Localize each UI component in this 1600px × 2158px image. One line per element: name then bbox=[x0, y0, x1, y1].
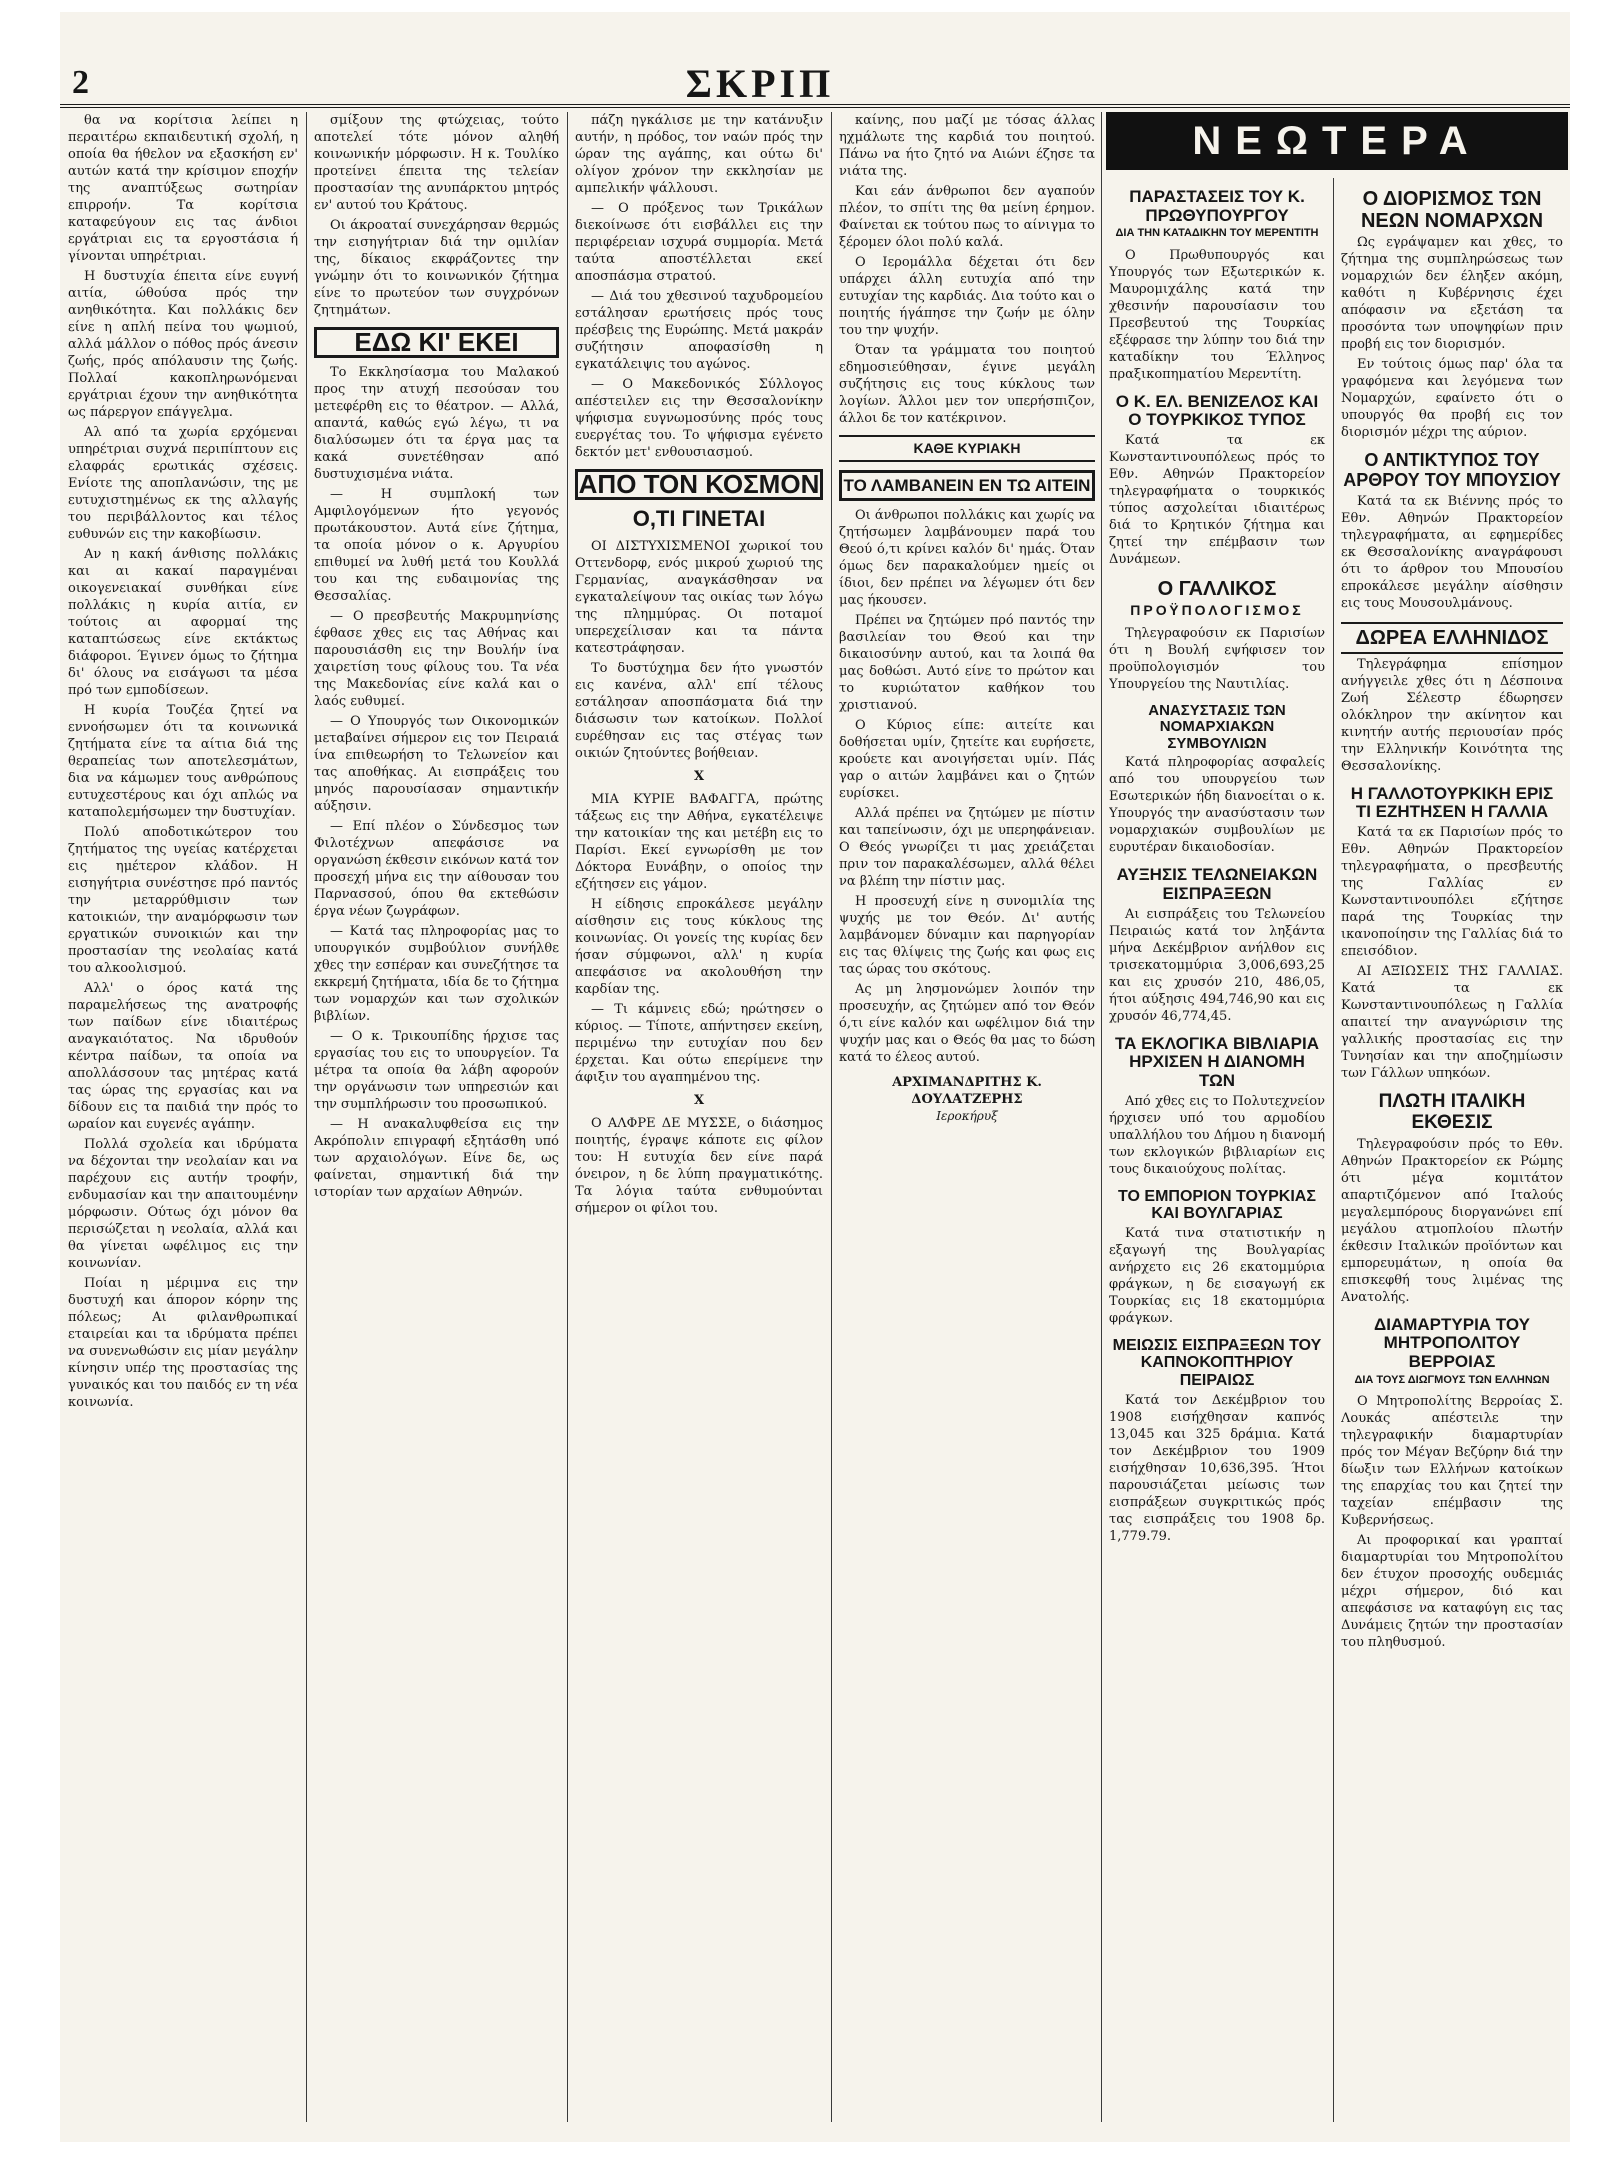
article-paragraph: Από χθες εις το Πολυτεχνείον ήρχισεν υπό του αρμοδίου υπαλλήλου του Δήμου η διανομή των εκλογικών βιβλιαρίων εις τους δικαιούχους πολίτας. bbox=[1109, 1093, 1325, 1177]
news-item: — Ο Υπουργός των Οικονομικών μεταβαίνει σήμερον εις τον Πειραιά ίνα επιθεωρήση το Τελωνείον και τας αποθήκας. Αι εισπράξεις του μηνός παρουσίασαν σημαντικήν αύξησιν. bbox=[314, 714, 559, 814]
article-headline: ΤΟ ΕΜΠΟΡΙΟΝ ΤΟΥΡΚΙΑΣ ΚΑΙ ΒΟΥΛΓΑΡΙΑΣ bbox=[1118, 1187, 1316, 1223]
article-headline: ΤΟ ΛΑΜΒΑΝΕΙΝ ΕΝ ΤΩ ΑΙΤΕΙΝ bbox=[839, 470, 1095, 501]
article-paragraph: Κατά τον Δεκέμβριον του 1908 εισήχθησαν καπνός 13,045 και 325 δράμια. Κατά τον Δεκέμβριον του 1909 εισήχθησαν 10,636,395. Ήτοι παρουσιάζεται μείωσις των εισπράξεων συγκριτικώς πρός τας εισπράξεις του 1908 δρ. 1,779.79. bbox=[1109, 1392, 1325, 1544]
column-4 bbox=[839, 112, 1095, 2122]
news-item: — Επί πλέον ο Σύνδεσμος των Φιλοτέχνων απεφάσισε να οργανώση έκθεσιν εικόνων κατά τον προσεχή μήνα εις την αίθουσαν του Παρνασσού, όπου θα εκτεθώσιν έργα νέων ζωγράφων. bbox=[314, 819, 559, 919]
article-paragraph: σμίξουν της φτώχειας, τούτο αποτελεί τότε μόνον αληθή κοινωνικήν μόρφωσιν. Η κ. Τουλίκο προτείνει έπειτα της τελείαν προστασίαν της ανυπάρκτου μητρός εν' αυτού του Κράτους. bbox=[314, 113, 559, 213]
article-paragraph: Αι προφορικαί και γραπταί διαμαρτυρίαι του Μητροπολίτου δεν έτυχον προσοχής ουδεμιάς μέχρι σήμερον, διό και απεφάσισε να καταφύγη εις τας Δυνάμεις ζητών την προστασίαν του πληθυσμού. bbox=[1341, 1533, 1563, 1650]
section-separator: Χ bbox=[693, 1093, 705, 1109]
article-subheadline: ΔΙΑ ΤΟΥΣ ΔΙΩΓΜΟΥΣ ΤΩΝ ΕΛΛΗΝΩΝ bbox=[1354, 1373, 1550, 1386]
article-headline: ΔΩΡΕΑ ΕΛΛΗΝΙΔΟΣ bbox=[1341, 622, 1563, 654]
article-paragraph: Η κυρία Τουζέα ζητεί να εννοήσωμεν ότι τα κοινωνικά ζητήματα είνε τα αίτια διά της θεραπείας των αποτελεσμάτων, δια να κάμωμεν τους ανθρώπους ευτυχεστέρους και όχι απλώς να καταπολεμήσωμεν την δυστυχίαν. bbox=[68, 703, 298, 820]
news-item: — Η συμπλοκή των Αμφιλογόμενων ήτο γεγονός πρωτάκουστον. Αυτά είνε ζήτημα, τα οποία μόνον ο κ. Αργυρίου επιθυμεί να λυθή μετά του Κουλλά του και της ευδαιμονίας της Θεσσαλίας. bbox=[314, 487, 559, 604]
article-subheadline: ΠΡΟΫΠΟΛΟΓΙΣΜΟΣ bbox=[1130, 601, 1304, 618]
article-paragraph: Εν τούτοις όμως παρ' όλα τα γραφόμενα και λεγόμενα των Νομαρχών, εφαίνετο ότι ο υπουργός θα προβή εις τον διορισμόν μέχρι της αύριον. bbox=[1341, 357, 1563, 440]
article-headline: ΤΑ ΕΚΛΟΓΙΚΑ ΒΙΒΛΙΑΡΙΑ ΗΡΧΙΣΕΝ Η ΔΙΑΝΟΜΗ ΤΩΝ bbox=[1114, 1033, 1320, 1090]
article-paragraph: Κατά τινα στατιστικήν η εξαγωγή της Βουλγαρίας ανήρχετο εις 26 εκατομμύρια φράγκων, η δε εισαγωγή εκ Τουρκίας εις 18 εκατομμύρια φράγκων. bbox=[1109, 1225, 1325, 1326]
article-headline: ΑΥΞΗΣΙΣ ΤΕΛΩΝΕΙΑΚΩΝ ΕΙΣΠΡΑΞΕΩΝ bbox=[1116, 865, 1318, 903]
article-paragraph: Ας μη λησμονώμεν λοιπόν την προσευχήν, ας ζητώμεν από τον Θεόν ό,τι είνε καλόν και ωφέλιμον διά την ψυχήν μας και ο Θεός θα μας το δώση κατά το έλεος αυτού. bbox=[839, 981, 1095, 1065]
section-separator: Χ bbox=[693, 769, 705, 785]
column-6 bbox=[1341, 178, 1563, 2122]
article-paragraph: Ποίαι η μέριμνα εις την δυστυχή και άπορον κόρην της πόλεως; Αι φιλανθρωπικαί εταιρείαι και τα ιδρύματα πρέπει να συνενωθώσιν εις μίαν μεγάλην κίνησιν υπέρ της προστασίας της γυναικός και του παιδός εν τη νέα κοινωνία. bbox=[68, 1276, 298, 1410]
article-paragraph: Αλλ' ο όρος κατά της παραμελήσεως της ανατροφής των παίδων είνε ιδιαιτέρως αναγκαιότατος. Να ιδρυθούν κέντρα παίδων, τα οποία να απολλάσσουν τας μητέρας κατά τας ώρας της εργασίας και να δίδουν εις τα παιδιά την πρός το ωραίον και ευγενές αγάπην. bbox=[68, 981, 298, 1132]
article-paragraph: Ο ΑΛΦΡΕ ΔΕ ΜΥΣΣΕ, ο διάσημος ποιητής, έγραψε κάποτε εις φίλον του: Η ευτυχία δεν είνε παρά όνειρον, η δε λύπη πραγματικότης. Τα λόγια ταύτα ενθυμούνται σήμερον οι φίλοι του. bbox=[575, 1116, 823, 1217]
news-item: Το Εκκλησίασμα του Μαλακού προς την ατυχή πεσούσαν του μετεφέρθη εις το θέατρον. — Αλλά, απαντά, καθώς εγώ λέγω, τι να διαλύσωμεν ότι τα έργα μας τα κακά συνετέθησαν από δυστυχισμένα νιάτα. bbox=[314, 365, 559, 482]
article-paragraph: Η προσευχή είνε η συνομιλία της ψυχής με τον Θεόν. Δι' αυτής λαμβάνομεν δύναμιν και παρηγορίαν εις τας θλίψεις της ζωής και φως εις τας ώρας του σκότους. bbox=[839, 893, 1095, 977]
news-item: — Ο κ. Τρικουπίδης ήρχισε τας εργασίας του εις το υπουργείον. Τα μέτρα τα οποία θα λάβη αφορούν την οργάνωσιν των υπηρεσιών και την συμπλήρωσιν του προσωπικού. bbox=[314, 1029, 559, 1112]
column-divider bbox=[831, 112, 832, 2122]
article-paragraph: Ως εγράψαμεν και χθες, το ζήτημα της συμπληρώσεως των νομαρχιών δεν έληξεν ακόμη, καθότι η Κυβέρνησις έχει απόφασιν να εξετάση τα προσόντα των υποψηφίων πριν προβή εις τον διορισμόν. bbox=[1341, 235, 1563, 352]
article-headline: Ο ΑΝΤΙΚΤΥΠΟΣ ΤΟΥ ΑΡΘΡΟΥ ΤΟΥ ΜΠΟΥΣΙΟΥ bbox=[1343, 450, 1561, 490]
page-number: 2 bbox=[72, 64, 89, 101]
newspaper-page bbox=[60, 12, 1570, 2142]
masthead bbox=[60, 12, 1570, 108]
article-headline: ΑΝΑΣΥΣΤΑΣΙΣ ΤΩΝ ΝΟΜΑΡΧΙΑΚΩΝ ΣΥΜΒΟΥΛΙΩΝ bbox=[1148, 701, 1286, 752]
column-divider bbox=[1101, 112, 1102, 2122]
section-banner-neotera: ΝΕΩΤΕΡΑ bbox=[1106, 112, 1568, 170]
column-5 bbox=[1109, 178, 1325, 2122]
column-divider bbox=[1333, 178, 1334, 2122]
article-headline: ΠΛΩΤΗ ΙΤΑΛΙΚΗ ΕΚΘΕΣΙΣ bbox=[1378, 1090, 1526, 1133]
article-paragraph: ΑΙ ΑΞΙΩΣΕΙΣ ΤΗΣ ΓΑΛΛΙΑΣ. Κατά τα εκ Κωνσταντινουπόλεως η Γαλλία απαιτεί την αναγνώρισιν της γαλλικής προστασίας εις την Τυνησίαν και την αποζημίωσιν των Γάλλων υπηκόων. bbox=[1341, 963, 1563, 1081]
author-signature: ΑΡΧΙΜΑΝΔΡΙΤΗΣ Κ. ΔΟΥΛΑΤΖΕΡΗΣ bbox=[892, 1074, 1042, 1107]
column-3 bbox=[575, 112, 823, 2122]
article-paragraph: Πολλά σχολεία και ιδρύματα να δέχονται την νεολαίαν και να παρέχουν εις αυτήν τροφήν, ενδυμασίαν και την απαιτουμένην μόρφωσιν. Ούτως όχι μόνον θα περισώζεται η νεολαία, αλλά και θα γίνεται ωφέλιμος εις την κοινωνίαν. bbox=[68, 1137, 298, 1271]
article-paragraph: Πολύ αποδοτικώτερον του ζητήματος της υγείας κατέρχεται εις ημέτερον κλάδον. Η εισηγήτρια συνέστησε πρό παντός την μεταρρύθμισιν των κατοικιών, την αναμόρφωσιν των εργατικών συνοικιών και την προστασίαν της νεολαίας κατά του αλκοολισμού. bbox=[68, 825, 298, 976]
article-paragraph: Κατά πληροφορίας ασφαλείς από του υπουργείου των Εσωτερικών ήδη διανοείται ο κ. Υπουργός την ανασύστασιν των νομαρχιακών συμβουλίων με ευρυτέραν δικαιοδοσίαν. bbox=[1109, 755, 1325, 856]
article-paragraph: Ο Ιερομάλλα δέχεται ότι δεν υπάρχει άλλη ευτυχία από την ευτυχίαν της καρδιάς. Δια τούτο και ο ποιητής ήγάπησε την ζωήν με όλην του την ψυχήν. bbox=[839, 255, 1095, 338]
article-paragraph: θα να κορίτσια λείπει η περαιτέρω εκπαιδευτική σχολή, η οποία θα ήθελον να εξασκήση εν' αυτών κατά την κρίσιμον εποχήν της αναπτύξεως σωτηρίαν επιρροήν. Τα κορίτσια καταφεύγουν εις τας άνδιοι εργάτριαι εις τα εργοστάσια ή γίνονται υπηρέτριαι. bbox=[68, 113, 298, 264]
article-paragraph: Κατά τα εκ Κωνσταντινουπόλεως πρός το Εθν. Αθηνών Πρακτορείον τηλεγραφήματα ο τουρκικός τύπος ασχολείται ιδιαιτέρως διά το Κρητικόν ζήτημα και ζητεί την επέμβασιν των Δυνάμεων. bbox=[1109, 432, 1325, 567]
article-paragraph: Το δυστύχημα δεν ήτο γνωστόν εις κανένα, αλλ' επί τέλους εστάλησαν αποσπάσματα διά την διάσωσιν των κατοίκων. Πολλοί ευρέθησαν εις τας στέγας των οικιών ζητούντες βοήθειαν. bbox=[575, 661, 823, 762]
article-headline: ΜΕΙΩΣΙΣ ΕΙΣΠΡΑΞΕΩΝ ΤΟΥ ΚΑΠΝΟΚΟΠΤΗΡΙΟΥ ΠΕΙΡΑΙΩΣ bbox=[1112, 1336, 1322, 1390]
article-paragraph: Αι εισπράξεις του Τελωνείου Πειραιώς κατά τον ληξάντα μήνα Δεκέμβριον ανήλθον εις τρισεκατομμύρια 3,006,693,25 και εις χρυσόν 210, 486,05, ήτοι αύξησις 494,746,90 και εις χρυσόν 46,774,45. bbox=[1109, 906, 1325, 1024]
news-item: — Ο πρεσβευτής Μακρυμηνίσης έφθασε χθες εις τας Αθήνας και παρουσιάσθη εις την Βουλήν ίνα χαιρετίση τους φίλους του. Τα νέα της Μακεδονίας είνε καλά και ο λαός ευθυμεί. bbox=[314, 609, 559, 709]
article-headline: ΔΙΑΜΑΡΤΥΡΙΑ ΤΟΥ ΜΗΤΡΟΠΟΛΙΤΟΥ ΒΕΡΡΟΙΑΣ bbox=[1374, 1314, 1530, 1372]
article-subheadline: ΔΙΑ ΤΗΝ ΚΑΤΑΔΙΚΗΝ ΤΟΥ ΜΕΡΕΝΤΙΤΗ bbox=[1115, 227, 1319, 240]
author-title: Ιεροκήρυξ bbox=[936, 1108, 998, 1123]
article-paragraph: Όταν τα γράμματα του ποιητού εδημοσιεύθησαν, έγινε μεγάλη συζήτησις εις τους κύκλους των λογίων. Άλλοι μεν τον υπερήσπιζον, άλλοι δε τον κατέκρινον. bbox=[839, 343, 1095, 426]
article-paragraph: Κατά τα εκ Παρισίων πρός το Εθν. Αθηνών Πρακτορείον τηλεγραφήματα, ο πρεσβευτής της Γαλλίας εν Κωνσταντινουπόλει εζήτησε παρά της Τουρκίας την ικανοποίησιν της Γαλλίας διά το επεισόδιον. bbox=[1341, 824, 1563, 959]
column-2 bbox=[314, 112, 559, 2122]
news-item: — Ο Μακεδονικός Σύλλογος απέστειλεν εις την Θεσσαλονίκην ψήφισμα ευγνωμοσύνης πρός τους ευεργέτας του. Το ψήφισμα εγένετο δεκτόν μετ' ενθουσιασμού. bbox=[575, 377, 823, 460]
article-paragraph: Ο Μητροπολίτης Βερροίας Σ. Λουκάς απέστειλε την τηλεγραφικήν διαμαρτυρίαν πρός τον Μέγαν Βεζύρην διά την δίωξιν των Ελλήνων κατοίκων της επαρχίας του και ζητεί την ταχείαν επέμβασιν της Κυβερνήσεως. bbox=[1341, 1394, 1563, 1528]
article-paragraph: Τηλεγράφημα επίσημον ανήγγειλε χθες ότι η Δέσποινα Ζωή Σέλεστρ έδωρησεν ολόκληρον την ακίνητον και κινητήν αυτής περιουσίαν πρός την Ελληνικήν Κοινότητα της Θεσσαλονίκης. bbox=[1341, 656, 1563, 774]
article-paragraph: Αλλά πρέπει να ζητώμεν με πίστιν και ταπείνωσιν, όχι με υπερηφάνειαν. Ο Θεός γνωρίζει τι μας χρειάζεται πριν τον παρακαλέσωμεν, αλλά θέλει να βλέπη την πίστιν μας. bbox=[839, 805, 1095, 889]
article-paragraph: Οι άνθρωποι πολλάκις και χωρίς να ζητήσωμεν λαμβάνουμεν παρά του Θεού ό,τι κρίνει καλόν δι' ημάς. Όταν όμως δεν παρακαλούμεν ημείς οι ίδιοι, δεν πρέπει να λέγωμεν ότι δεν μας ήκουσεν. bbox=[839, 507, 1095, 608]
column-1 bbox=[68, 112, 298, 2122]
article-paragraph: Τηλεγραφούσιν εκ Παρισίων ότι η Βουλή εψήφισεν τον προϋπολογισμόν του Υπουργείου της Ναυτιλίας. bbox=[1109, 625, 1325, 692]
section-heading-apo-ton-kosmon: ΑΠΟ ΤΟΝ ΚΟΣΜΟΝ bbox=[575, 469, 823, 500]
article-paragraph: — Τι κάμνεις εδώ; ηρώτησεν ο κύριος. — Τίποτε, απήντησεν εκείνη, περιμένω την ευτυχίαν που δεν έρχεται. Και ούτω επερίμενε την άφιξιν του αγαπημένου της. bbox=[575, 1002, 823, 1086]
article-paragraph: Οι άκροαταί συνεχάρησαν θερμώς την εισηγήτριαν διά την ομιλίαν της, δίκαιος εκφράζοντες την γνώμην ότι το κοινωνικόν ζήτημα είνε το πρωτεύον των συγχρόνων ζητημάτων. bbox=[314, 218, 559, 318]
article-paragraph: ΜΙΑ ΚΥΡΙΕ ΒΑΦΑΓΓΑ, πρώτης τάξεως εις την Αθήνα, εγκατέλειψε την κατοικίαν της και μετέβη εις το Παρίσι. Εκεί εγνωρίσθη με τον Δόκτορα Ευνάβην, ο οποίος την εζήτησεν εις γάμον. bbox=[575, 792, 823, 893]
article-paragraph: Πρέπει να ζητώμεν πρό παντός την βασιλείαν του Θεού και την δικαιοσύνην αυτού, και τα λοιπά θα μας δοθώσι. Αυτό είνε το πρώτον και το κυριώτατον καθήκον του χριστιανού. bbox=[839, 612, 1095, 713]
news-item: — Ο πρόξενος των Τρικάλων διεκοίνωσε ότι εισβάλλει εις την περιφέρειαν ισχυρά συμμορία. Μετά ταύτα αποστέλλεται εκεί αποσπάσμα στρατού. bbox=[575, 201, 823, 284]
article-paragraph: Η είδησις επροκάλεσε μεγάλην αίσθησιν εις τους κύκλους της κοινωνίας. Οι γονείς της κυρίας δεν ήσαν σύμφωνοι, αλλ' η κυρία απεφάσισε να ακολουθήση την καρδίαν της. bbox=[575, 897, 823, 998]
section-heading-edo-ki-ekei: ΕΔΩ ΚΙ' ΕΚΕΙ bbox=[314, 327, 559, 358]
article-paragraph: Αλ από τα χωρία ερχόμεναι υπηρέτριαι συχνά περιπίπτουν εις ελαφράς ερωτικάς σχέσεις. Ενίοτε της αποπλανώσιν, της με ευτυχιστημένως εκ της αλλαγής του περιβάλλοντος και τέλος ευθυνών εις την κακοβίωσιν. bbox=[68, 425, 298, 542]
news-item: — Διά του χθεσινού ταχυδρομείου εστάλησαν ερωτήσεις πρός τους πρέσβεις της Ευρώπης. Μετά μακράν συζήτησιν αποφασίσθη η εγκατάλειψις του αγώνος. bbox=[575, 289, 823, 372]
news-item: — Η ανακαλυφθείσα εις την Ακρόπολιν επιγραφή εξητάσθη υπό των αρχαιολόγων. Είνε δε, ως φαίνεται, σημαντική διά την ιστορίαν των αρχαίων Αθηνών. bbox=[314, 1117, 559, 1200]
article-paragraph: Και εάν άνθρωποι δεν αγαπούν πλέον, το σπίτι της θα μείνη έρημον. Φαίνεται εκ τούτου πως το αίνιγμα το ξέρομεν όλοι πολύ καλά. bbox=[839, 184, 1095, 250]
news-item: πάζη ηγκάλισε με την κατάνυξιν αυτήν, η πρόδος, τον ναών πρός την ώραν της αγάπης, και ούτω δι' ολίγον χρόνον την εκκλησίαν με αμπελικήν ψάλλουσι. bbox=[575, 113, 823, 196]
article-paragraph: ΟΙ ΔΙΣΤΥΧΙΣΜΕΝΟΙ χωρικοί του Οττενδορφ, ενός μικρού χωριού της Γερμανίας, αναγκάσθησαν να εγκαταλείψουν τας οικίας των λόγω της πλημμύρας. Οι ποταμοί υπερεχείλισαν και τα πάντα κατεστράφησαν. bbox=[575, 539, 823, 657]
article-paragraph: Αν η κακή άνθισης πολλάκις και αι κακαί παραγμέναι οικογενειακαί συνθήκαι είνε πολλάκις η κυρία αιτία, εν τούτοις αι αφορμαί της καταπτώσεως είνε εκτάκτως διάφοροι. Έγινεν όμως το ζήτημα δι' όλους να εισάγωσι τα μέσα πρό των εμποδίσεων. bbox=[68, 547, 298, 698]
column-divider bbox=[306, 112, 307, 2122]
section-heading-kathe-kyriaki: ΚΑΘΕ ΚΥΡΙΑΚΗ bbox=[839, 435, 1095, 462]
column-divider bbox=[567, 112, 568, 2122]
article-paragraph: Ο Πρωθυπουργός και Υπουργός των Εξωτερικών κ. Μαυρομιχάλης κατά την χθεσινήν παρουσίασιν του Πρεσβευτού της Τουρκίας εξέφρασε την λύπην του διά την καταδίκην του Έλληνος πραξικοπηματίου Μερεντίτη. bbox=[1109, 247, 1325, 382]
article-headline: Η ΓΑΛΛΟΤΟΥΡΚΙΚΗ ΕΡΙΣ ΤΙ ΕΖΗΤΗΣΕΝ Η ΓΑΛΛΙΑ bbox=[1350, 783, 1554, 822]
article-paragraph: Ο Κύριος είπε: αιτείτε και δοθήσεται υμίν, ζητείτε και ευρήσετε, κρούετε και ανοιγήσεται υμίν. Πάς γαρ ο αιτών λαμβάνει και ο ζητών ευρίσκει. bbox=[839, 717, 1095, 801]
newspaper-title: ΣΚΡΙΠ bbox=[685, 61, 835, 106]
article-paragraph: Τηλεγραφούσιν πρός το Εθν. Αθηνών Πρακτορείον εκ Ρώμης ότι μέγα κομιτάτον απαρτιζόμενον από Ιταλούς μεγαλεμπόρους διοργανώνει επί μεγάλου ατμοπλοίου πλωτήν έκθεσιν Ιταλικών προϊόντων και εμπορευμάτων, η οποία θα επισκεφθή τους λιμένας της Ανατολής. bbox=[1341, 1136, 1563, 1305]
article-headline: Ο ΓΑΛΛΙΚΟΣ bbox=[1157, 577, 1277, 600]
section-subheading: Ο,ΤΙ ΓΙΝΕΤΑΙ bbox=[632, 506, 766, 531]
article-headline: Ο ΔΙΟΡΙΣΜΟΣ ΤΩΝ ΝΕΩΝ ΝΟΜΑΡΧΩΝ bbox=[1360, 188, 1544, 232]
article-paragraph: Κατά τα εκ Βιέννης πρός το Εθν. Αθηνών Πρακτορείον τηλεγραφήματα, αι εφημερίδες εκ Θεσσαλονίκης αναγράφουσι ότι το άρθρον του Μπουσίου επροκάλεσε μεγάλην αίσθησιν εις τους Μουσουλμάνους. bbox=[1341, 493, 1563, 611]
article-paragraph: Η δυστυχία έπειτα είνε ευγνή αιτία, ώθούσα πρός την ανηθικότητα. Και πολλάκις δεν είνε η απλή πείνα του ψωμιού, αλλά μάλλον ο πόθος πρός άνεσιν ζωής, πρός απόλαυσιν της ζωής. Πολλαί κακοπληρωνόμεναι εργάτριαι έχουν την ανηθικότητα ως πάρεργον επάγγελμα. bbox=[68, 269, 298, 420]
news-item: — Κατά τας πληροφορίας μας το υπουργικόν συμβούλιον συνήλθε χθες την εσπέραν και συνεζήτησε τα εκκρεμή ζητήματα, ιδία δε το ζήτημα των νομαρχών και των σχολικών βιβλίων. bbox=[314, 924, 559, 1024]
article-paragraph: καίνης, που μαζί με τόσας άλλας ηχμάλωτε της καρδιά του ποιητού. Πάνω να ήτο ζητό να Αιώνι έζησε τα νιάτα της. bbox=[839, 113, 1095, 179]
article-headline: Ο Κ. ΕΛ. ΒΕΝΙΖΕΛΟΣ ΚΑΙ Ο ΤΟΥΡΚΙΚΟΣ ΤΥΠΟΣ bbox=[1115, 391, 1319, 430]
article-headline: ΠΑΡΑΣΤΑΣΕΙΣ ΤΟΥ Κ. ΠΡΩΘΥΠΟΥΡΓΟΥ bbox=[1129, 187, 1305, 225]
